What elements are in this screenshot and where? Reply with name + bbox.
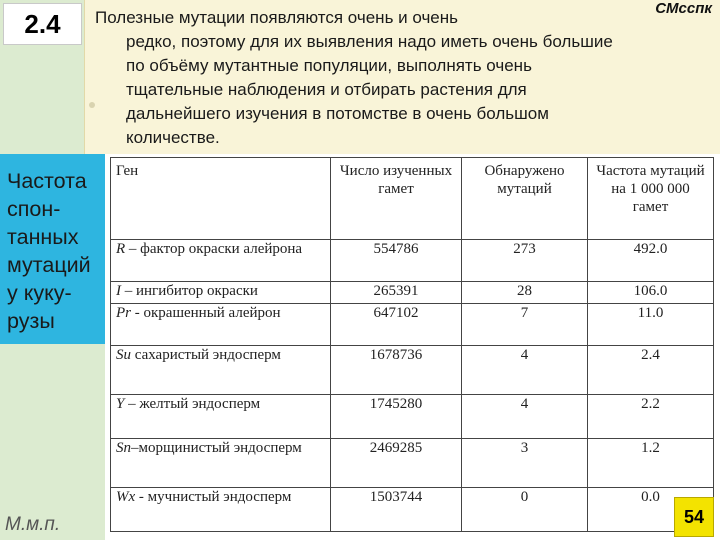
gametes-cell: 1745280 — [331, 395, 462, 439]
gene-cell — [111, 304, 331, 346]
column-header-gene: Ген — [111, 158, 331, 240]
gene-description: –морщинистый эндосперм — [131, 440, 302, 456]
mutations-cell: 28 — [462, 282, 588, 304]
gametes-cell: 1503744 — [331, 488, 462, 532]
page-number-badge: 54 — [674, 497, 714, 537]
gene-cell — [111, 395, 331, 439]
gene-symbol: Pr — [116, 305, 131, 321]
table-row — [111, 240, 714, 282]
gene-description: – ингибитор окраски — [121, 283, 258, 299]
gene-symbol: Y — [116, 396, 125, 412]
table-row — [111, 488, 714, 532]
note-box — [84, 0, 720, 154]
gene-symbol: Su — [116, 347, 131, 363]
gametes-cell: 647102 — [331, 304, 462, 346]
gene-cell — [111, 240, 331, 282]
table-row — [111, 346, 714, 395]
author-initials: М.м.п. — [5, 514, 61, 535]
gene-symbol: Sn — [116, 440, 131, 456]
gene-cell — [111, 282, 331, 304]
frequency-cell: 1.2 — [588, 439, 714, 488]
frequency-cell: 11.0 — [588, 304, 714, 346]
gene-description: - мучнистый эндосперм — [135, 489, 292, 505]
frequency-cell: 0.0 — [588, 488, 714, 532]
side-title-line: спон- — [7, 197, 61, 221]
gametes-cell: 2469285 — [331, 439, 462, 488]
mutations-cell: 4 — [462, 395, 588, 439]
gene-cell — [111, 439, 331, 488]
note-line: тщательные наблюдения и отбирать растения для — [126, 80, 527, 99]
table-row — [111, 282, 714, 304]
note-line: редко, поэтому для их выявления надо иметь очень большие — [126, 32, 613, 51]
gametes-cell: 265391 — [331, 282, 462, 304]
table-row — [111, 439, 714, 488]
mutations-cell: 273 — [462, 240, 588, 282]
gametes-cell: 1678736 — [331, 346, 462, 395]
side-title-line: рузы — [7, 309, 55, 333]
mutations-cell: 0 — [462, 488, 588, 532]
table-header-row — [111, 158, 714, 240]
gene-description: – фактор окраски алейрона — [125, 241, 303, 257]
gene-symbol: R — [116, 241, 126, 257]
table-row — [111, 395, 714, 439]
mutations-cell: 3 — [462, 439, 588, 488]
mutations-cell: 4 — [462, 346, 588, 395]
note-line: Полезные мутации появляются очень и очень — [95, 8, 459, 27]
mutation-frequency-table — [110, 157, 714, 532]
frequency-cell: 492.0 — [588, 240, 714, 282]
corner-label: СМсспк — [655, 0, 712, 17]
note-line: дальнейшего изучения в потомстве в очень большом — [126, 104, 549, 123]
column-header-mutations: Обнаружено мутаций — [462, 158, 588, 240]
table-row — [111, 304, 714, 346]
gene-symbol: I — [116, 283, 121, 299]
side-title — [0, 154, 105, 344]
gene-cell — [111, 488, 331, 532]
side-title-line: мутаций — [7, 253, 91, 277]
gene-description: – желтый эндосперм — [124, 396, 261, 412]
slide-number: 2.4 — [3, 3, 82, 45]
note-line: по объёму мутантные популяции, выполнять очень — [126, 56, 532, 75]
gene-cell — [111, 346, 331, 395]
frequency-cell: 2.4 — [588, 346, 714, 395]
gene-description: - окрашенный алейрон — [131, 305, 281, 321]
gametes-cell: 554786 — [331, 240, 462, 282]
side-title-line: у куку- — [7, 281, 72, 305]
note-line: количестве. — [126, 128, 220, 147]
side-title-line: танных — [7, 225, 79, 249]
gene-description: сахаристый эндосперм — [131, 347, 281, 363]
frequency-cell: 2.2 — [588, 395, 714, 439]
mutations-cell: 7 — [462, 304, 588, 346]
gene-symbol: Wx — [116, 489, 136, 505]
note-text — [95, 6, 707, 150]
side-title-line: Частота — [7, 169, 87, 193]
column-header-frequency: Частота мутаций на 1 000 000 гамет — [588, 158, 714, 240]
frequency-cell: 106.0 — [588, 282, 714, 304]
column-header-gametes: Число изученных гамет — [331, 158, 462, 240]
